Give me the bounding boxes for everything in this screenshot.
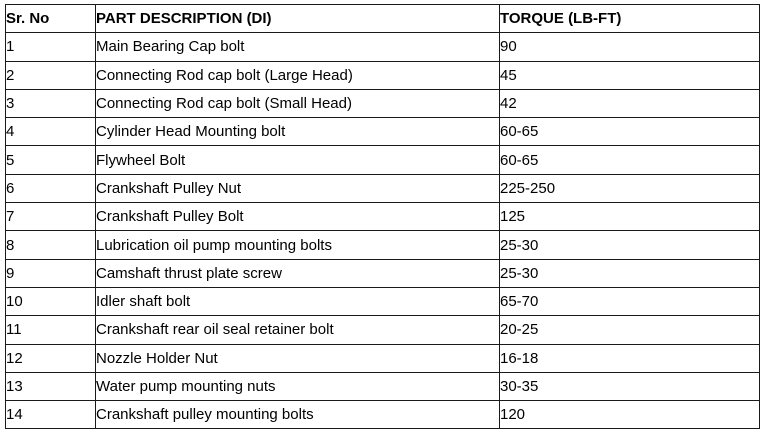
cell-part-description: Nozzle Holder Nut [96, 344, 500, 372]
cell-sr-no: 9 [6, 259, 96, 287]
cell-torque: 120 [500, 401, 760, 429]
cell-sr-no: 3 [6, 89, 96, 117]
cell-sr-no: 12 [6, 344, 96, 372]
cell-part-description: Cylinder Head Mounting bolt [96, 118, 500, 146]
table-row [6, 287, 760, 315]
cell-part-description: Lubrication oil pump mounting bolts [96, 231, 500, 259]
cell-sr-no: 7 [6, 203, 96, 231]
cell-torque: 30-35 [500, 372, 760, 400]
cell-part-description: Main Bearing Cap bolt [96, 33, 500, 61]
cell-part-description: Crankshaft Pulley Nut [96, 174, 500, 202]
cell-sr-no: 11 [6, 316, 96, 344]
table-row [6, 174, 760, 202]
cell-torque: 25-30 [500, 259, 760, 287]
cell-torque: 60-65 [500, 146, 760, 174]
table-row [6, 401, 760, 429]
cell-sr-no: 10 [6, 287, 96, 315]
table-body [6, 33, 760, 429]
cell-sr-no: 1 [6, 33, 96, 61]
cell-part-description: Water pump mounting nuts [96, 372, 500, 400]
cell-part-description: Connecting Rod cap bolt (Large Head) [96, 61, 500, 89]
cell-torque: 45 [500, 61, 760, 89]
cell-part-description: Camshaft thrust plate screw [96, 259, 500, 287]
cell-torque: 65-70 [500, 287, 760, 315]
header-part-description: PART DESCRIPTION (DI) [96, 5, 500, 33]
cell-sr-no: 8 [6, 231, 96, 259]
cell-part-description: Flywheel Bolt [96, 146, 500, 174]
torque-spec-table [5, 4, 760, 429]
cell-part-description: Crankshaft Pulley Bolt [96, 203, 500, 231]
cell-torque: 16-18 [500, 344, 760, 372]
cell-part-description: Idler shaft bolt [96, 287, 500, 315]
table-row [6, 146, 760, 174]
table-row [6, 344, 760, 372]
table-row [6, 61, 760, 89]
table-row [6, 33, 760, 61]
cell-torque: 90 [500, 33, 760, 61]
cell-part-description: Connecting Rod cap bolt (Small Head) [96, 89, 500, 117]
cell-sr-no: 6 [6, 174, 96, 202]
cell-torque: 60-65 [500, 118, 760, 146]
header-torque: TORQUE (LB-FT) [500, 5, 760, 33]
cell-sr-no: 13 [6, 372, 96, 400]
table-row [6, 372, 760, 400]
cell-torque: 225-250 [500, 174, 760, 202]
cell-sr-no: 14 [6, 401, 96, 429]
header-sr-no: Sr. No [6, 5, 96, 33]
table-header [6, 5, 760, 33]
cell-part-description: Crankshaft rear oil seal retainer bolt [96, 316, 500, 344]
table-row [6, 259, 760, 287]
cell-torque: 42 [500, 89, 760, 117]
table-row [6, 231, 760, 259]
table-row [6, 203, 760, 231]
header-row [6, 5, 760, 33]
cell-torque: 20-25 [500, 316, 760, 344]
table-row [6, 316, 760, 344]
table-row [6, 89, 760, 117]
cell-sr-no: 5 [6, 146, 96, 174]
table-row [6, 118, 760, 146]
cell-part-description: Crankshaft pulley mounting bolts [96, 401, 500, 429]
cell-sr-no: 4 [6, 118, 96, 146]
cell-sr-no: 2 [6, 61, 96, 89]
cell-torque: 125 [500, 203, 760, 231]
cell-torque: 25-30 [500, 231, 760, 259]
